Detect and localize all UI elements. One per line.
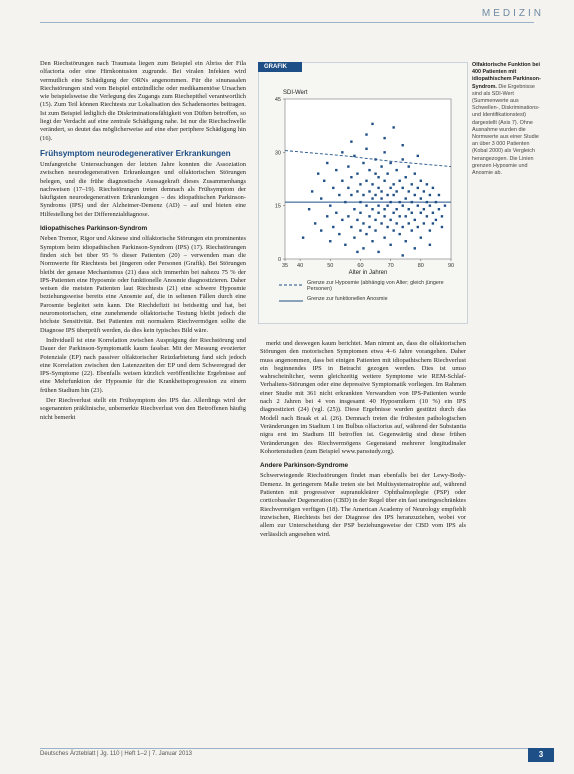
data-point [405,240,407,242]
data-point [320,229,322,231]
data-point [392,126,394,128]
text-column-left [40,60,246,424]
data-point [353,208,355,210]
y-tick-label: 30 [274,150,281,157]
data-point [350,140,352,142]
data-point [371,123,373,125]
data-point [302,236,304,238]
data-point [420,180,422,182]
legend-entry [307,280,457,296]
data-point [356,172,358,174]
data-point [371,197,373,199]
data-point [402,187,404,189]
figure-box [258,62,468,324]
data-point [380,222,382,224]
data-point [420,236,422,238]
x-tick-label: 60 [357,263,364,269]
data-point [365,148,367,150]
y-tick-label: 45 [274,97,281,103]
data-point [347,165,349,167]
y-axis-label: SDI-Wert [283,90,308,96]
data-point [323,180,325,182]
paragraph: Neben Tremor, Rigor und Akinese sind olfaktorische Störungen ein prominentes Symptom beim idiopathischen Parkinson-Syndrom (IPS) (17). Riechstörungen finden sich bei über 95 % dieser Patienten (20) – verwenden man die Normwerte für Riechtests bei jüngeren oder Personen (Grafik). Bei Störungen bleibt der genaue Mechanismus (21) dass sich immerhin bei nahezu 75 % der IPS-Patienten eine Hyposmie oder funktionelle Anosmie diagnostizieren. Daher weisen die meisten Patienten laut Riechtests (21) eine schwere Hyposmie beziehungsweise bereits eine Anosmie auf, die in seltenen Fällen durch eine Parosmie begleitet sein kann. Die Riechdefizit ist beidseitig und hat, bei neuromotorischen, eine zunehmende olfaktorische Testung bleibt jedoch die höchste Sensitivität. Bei Patienten mit normalem Riechvermögen sollte die Diagnose IPS überprüft werden, da dies kein typisches Bild wäre. [40,235,246,334]
data-point [341,151,343,153]
data-point [395,222,397,224]
data-point [408,222,410,224]
data-point [417,226,419,228]
data-point [365,133,367,135]
y-tick-label: 0 [277,257,281,263]
data-point [429,244,431,246]
data-point [438,194,440,196]
data-point [417,204,419,206]
data-point [380,197,382,199]
data-point [359,212,361,214]
data-point [414,247,416,249]
data-point [408,208,410,210]
data-point [341,180,343,182]
data-point [383,236,385,238]
data-point [359,183,361,185]
section-heading: Frühsymptom neurodegenerativer Erkrankungen [40,148,231,158]
data-point [402,144,404,146]
data-point [402,158,404,160]
caption-body: Die Ergebnisse sind als SDI-Wert (Summenwerte aus Schwellen-, Diskriminations- und Identifikationstest) dargestellt (Axis 7). Ohne Ausnahme wurden die Normwerte aus einer Studie an über 3 000 Patienten (Kobal 2000) als Vergleich herangezogen. Die Linien grenzen Hyposmie und Anosmie ab. [472,83,540,177]
data-point [380,190,382,192]
data-point [408,165,410,167]
data-point [374,194,376,196]
x-tick-label: 90 [447,263,455,269]
data-point [429,229,431,231]
data-point [414,172,416,174]
x-axis-label: Alter in Jahren [348,270,388,276]
data-point [392,212,394,214]
data-point [423,208,425,210]
data-point [441,226,443,228]
data-point [362,222,364,224]
data-point [386,172,388,174]
data-point [326,215,328,217]
data-point [432,222,434,224]
data-point [347,187,349,189]
data-point [402,204,404,206]
data-point [311,190,313,192]
data-point [341,219,343,221]
legend-entry [307,296,457,312]
y-tick-label: 15 [274,203,281,210]
data-point [389,162,391,164]
legend-label: Grenze zur funktionellen Anosmie [307,296,388,302]
paragraph: Der Riechverlust stellt ein Frühsymptom des IPS dar. Allerdings wird der sogenannten präklinische, unbemerkte Riechverlust von den Betroffenen häufig nicht bemerkt [40,396,246,421]
data-point [398,215,400,217]
section-label: MEDIZIN [481,8,544,19]
plot-area [285,99,451,259]
data-point [392,229,394,231]
data-point [420,197,422,199]
footer-rule [40,748,534,749]
data-point [383,215,385,217]
data-point [441,215,443,217]
data-point [432,212,434,214]
data-point [405,197,407,199]
figure-tag: GRAFIK [258,62,302,72]
data-point [365,204,367,206]
data-point [362,162,364,164]
data-point [350,176,352,178]
data-point [386,204,388,206]
data-point [326,162,328,164]
data-point [377,176,379,178]
data-point [395,208,397,210]
data-point [402,226,404,228]
data-point [332,226,334,228]
legend-label: Grenze zur Hyposmie (abhängig von Alter; gleich jüngere Personen) [307,280,444,292]
x-tick-label: 80 [417,263,424,269]
data-point [377,204,379,206]
data-point [383,137,385,139]
header-rule [40,22,534,23]
data-point [374,219,376,221]
data-point [411,212,413,214]
data-point [392,194,394,196]
data-point [359,229,361,231]
data-point [417,155,419,157]
data-point [432,187,434,189]
data-point [329,204,331,206]
data-point [417,187,419,189]
data-point [368,226,370,228]
data-point [438,208,440,210]
data-point [356,219,358,221]
scatter-chart [259,63,467,323]
data-point [423,222,425,224]
data-point [377,212,379,214]
data-point [374,229,376,231]
data-point [380,165,382,167]
data-point [365,180,367,182]
data-point [398,233,400,235]
paragraph: Den Riechstörungen nach Traumata liegen zum Beispiel ein Abriss der Fila olfactoria oder eine Hirnkontusion zugrunde. Bei viralen Infekten wird vermutlich eine Schädigung der ORNs angenommen. Für die sinunasalen Riechstörungen sind vom Beispiel entzündliche oder medikamentöse Ursachen wie beispielsweise die Verlegung des Zugangs zum Riechepithel verantwortlich (15). Zum Teil können Riechtests zur Lokalisation des Schadensortes beitragen. Ist zum Beispiel lediglich die Diskriminationsfähigkeit von Düften betroffen, so liegt der Verdacht auf eine zentrale Schädigung nahe. Ist nur die Riechschwelle verändert, so deutet das möglicherweise auf eine eher periphere Schädigung hin (16). [40,60,246,142]
paragraph: merkt und deswegen kaum berichtet. Man nimmt an, dass die olfaktorischen Störungen den motorischen Symptomen etwa 4–6 Jahre vorangehen. Daher muss angenommen, dass bei einigen Patienten mit idiopathischem Riechverlust ein beginnendes IPS in Betracht gezogen werden. Dies ist umso wahrscheinlicher, wenn gleichzeitig weitere Symptome wie REM-Schlaf-Verhaltens-Störungen oder eine depressive Symptomatik vorliegen. Im Rahmen einer Studie mit 361 nicht erkrankten Verwandten von IPS-Patienten wurde nach 2 Jahren bei 4 von insgesamt 40 Hyposmikern (10 %) ein IPS diagnostiziert (24) (vgl. (25)). Diese Ergebnisse wurden gestützt durch das Modell nach Braak et al. (26). Demnach treten die frühesten pathologischen Veränderungen im Stadium 1 im Bulbus olfactorius auf, während der Substantia nigra erst im Stadium III betroffen ist. Gegenwärtig sind diese frühen Veränderungen des Riechvermögens Gegenstand mehrerer longitudinaler Kohortenstudien (zum Beispiel www.parsstudy.org). [260,340,466,455]
data-point [386,194,388,196]
paragraph: Schwerwiegende Riechstörungen findet man ebenfalls bei der Lewy-Body-Demenz. In geringerem Maße treten sie bei Multisystematrophie auf, während Patienten mit progressiver supranukleärer Ophthalmoplegie (PSP) oder corticobasaler Degeneration (CBD) in der Regel über ein fast uneingeschränktes Riechvermögen verfügen (18). The American Academy of Neurology empfiehlt inzwischen, Riechtests bei der Diagnose des IPS heranzuziehen, wobei vor allem zur Unterscheidung der PSP beziehungsweise der CBD vom IPS als verlässlich angesehen wird. [260,472,466,538]
footer-journal: Deutsches Ärzteblatt | Jg. 110 | Heft 1–2 | 7. Januar 2013 [40,751,192,757]
data-point [374,172,376,174]
data-point [435,219,437,221]
text-column-right [260,340,466,541]
x-tick-label: 70 [387,263,394,269]
data-point [405,215,407,217]
data-point [371,183,373,185]
data-point [389,187,391,189]
data-point [429,194,431,196]
data-point [389,244,391,246]
page-number: 3 [528,748,554,762]
data-point [386,226,388,228]
data-point [383,180,385,182]
data-point [429,204,431,206]
data-point [383,208,385,210]
data-point [377,187,379,189]
caption-title: Olfaktorische Funktion bei 400 Patienten mit idiopathischem Parkinson-Syndrom. [472,62,541,90]
data-point [314,222,316,224]
data-point [338,233,340,235]
x-tick-label: 50 [327,263,334,269]
data-point [347,215,349,217]
data-point [353,236,355,238]
data-point [402,254,404,256]
data-point [350,226,352,228]
paragraph: Individuell ist eine Korrelation zwischen Ausprägung der Riechstörung und Dauer der Parkinson-Symptomatik kaum fassbar. Mit der Messung evozierter Potenziale (EP) nach passiver olfaktorischer Reizdarbietung fand sich jedoch eine Korrelation zwischen den Latenzzeiten der EP und dem Schweregrad der IPS-Symptome (22). Ebenfalls weisen kürzlich veröffentlichte Ergebnisse auf eine Mehrfunktion der Hyposmie für die Krankheitsprogression zu einem frühen Stadium hin (23). [40,336,246,394]
data-point [350,194,352,196]
figure-caption [472,62,546,177]
data-point [329,240,331,242]
data-point [344,244,346,246]
data-point [308,208,310,210]
data-point [389,219,391,221]
data-point [362,194,364,196]
subsection-heading: Andere Parkinson-Syndrome [260,462,349,470]
data-point [411,183,413,185]
data-point [392,183,394,185]
data-point [371,208,373,210]
data-point [368,169,370,171]
data-point [395,190,397,192]
data-point [317,172,319,174]
paragraph: Umfangreiche Untersuchungen der letzten Jahre konnten die Assoziation zwischen neurodegenerativen Erkrankungen und olfaktorischen Störungen belegen, und die frühe diagnostische Aussagekraft dieses Zusammenhangs nachweisen (17–19). Riechstörungen treten demnach als Frühsymptom der häufigsten neurodegenerativen Erkrankungen – des idiopathischen Parkinson-Syndroms (IPS) und der Alzheimer-Demenz (AD) – auf und bieten eine Hilfestellung bei der Differenzialdiagnose. [40,160,246,218]
data-point [383,151,385,153]
data-point [423,190,425,192]
subsection-heading: Idiopathisches Parkinson-Syndrom [40,225,148,233]
data-point [411,229,413,231]
data-point [414,194,416,196]
data-point [365,233,367,235]
data-point [320,197,322,199]
data-point [335,169,337,171]
data-point [444,204,446,206]
data-point [420,212,422,214]
data-point [395,169,397,171]
data-point [368,215,370,217]
data-point [426,215,428,217]
data-point [332,187,334,189]
x-tick-label: 40 [297,263,304,269]
data-point [426,183,428,185]
data-point [398,180,400,182]
data-point [356,251,358,253]
data-point [368,190,370,192]
data-point [362,247,364,249]
data-point [335,212,337,214]
data-point [414,219,416,221]
data-point [356,190,358,192]
data-point [377,251,379,253]
x-tick-label: 35 [281,263,289,269]
data-point [338,194,340,196]
data-point [408,190,410,192]
data-point [405,176,407,178]
data-point [371,240,373,242]
